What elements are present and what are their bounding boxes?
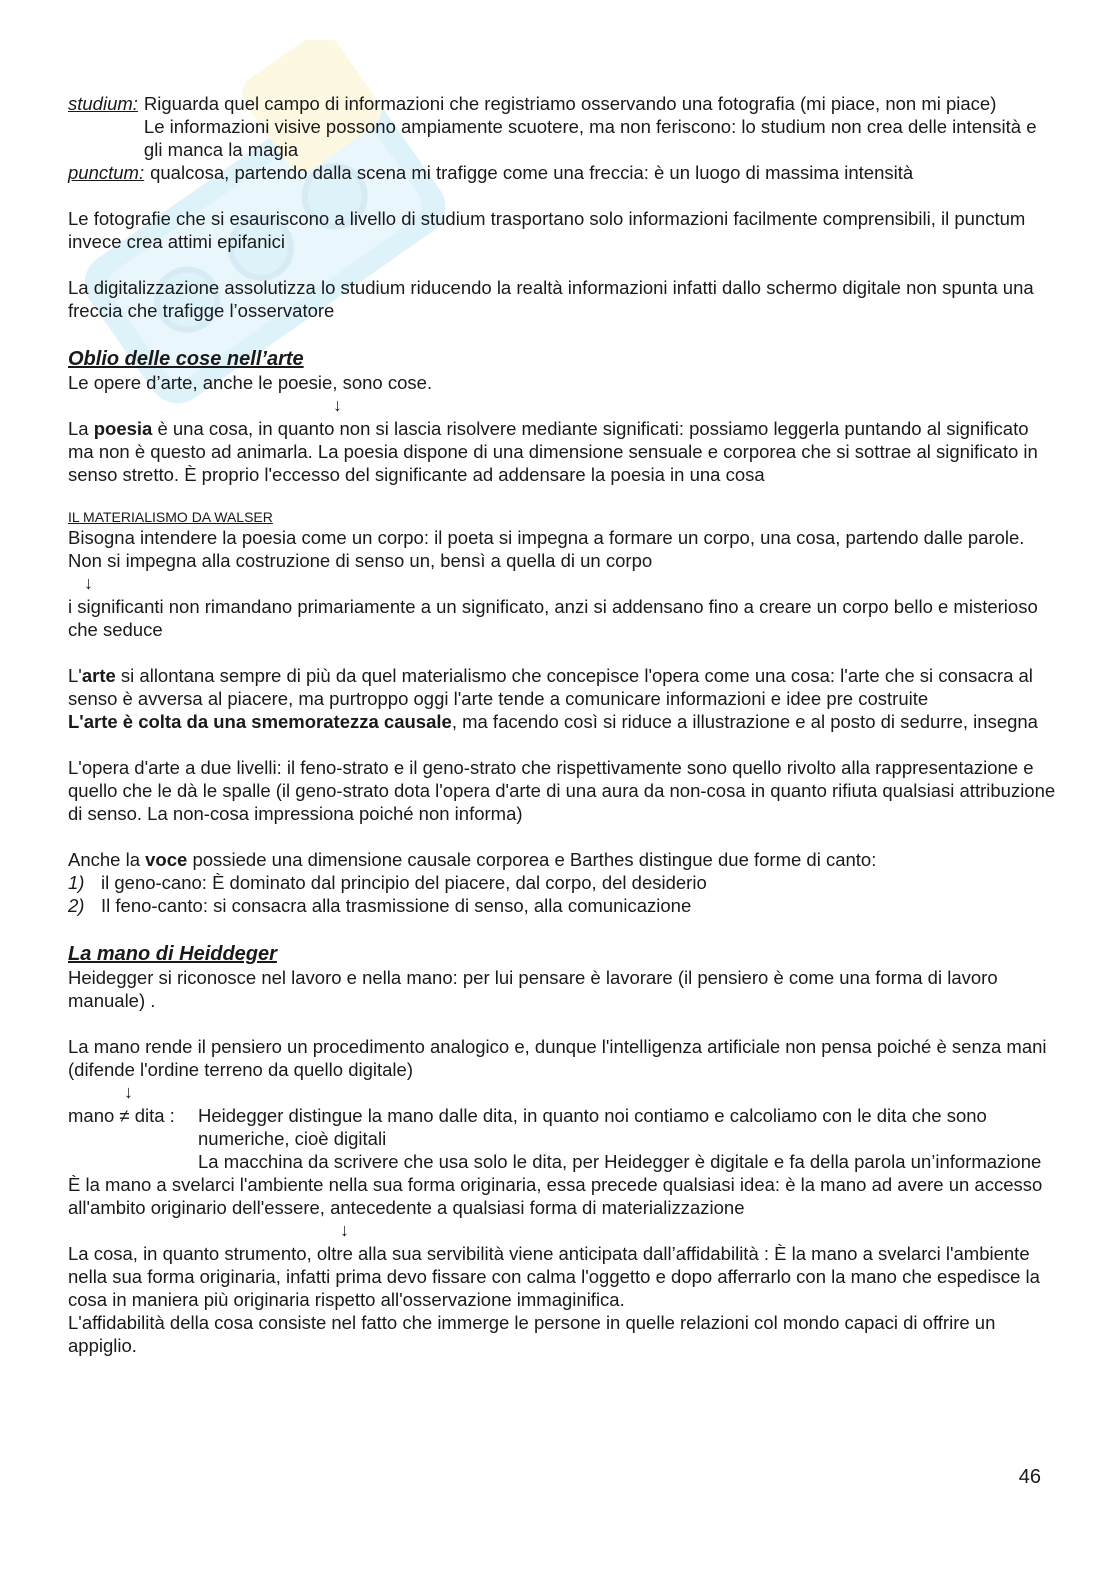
- paragraph-poesia: La poesia è una cosa, in quanto non si lascia risolvere mediante significati: possiamo leggerla puntando al significato ma non è questo ad animarla. La poesia dispone di una dimensione sensuale e corporea che si sottrae al significato in senso stretto. È proprio l'eccesso del significante ad addensare la poesia in una cosa: [68, 418, 1038, 485]
- list-item: 1) il geno-cano: È dominato dal principio del piacere, dal corpo, del desiderio: [68, 872, 707, 893]
- paragraph-arte: L'arte si allontana sempre di più da quel materialismo che concepisce l'opera come una cosa: l'arte che si consacra al senso è avversa al piacere, ma purtroppo oggi l'arte tende a comunicare informazioni e idee pre costruite: [68, 665, 1033, 709]
- studium-line1: Riguarda quel campo di informazioni che registriamo osservando una fotografia (mi piace, non mi piace): [143, 93, 997, 114]
- paragraph-opera: L'opera d'arte a due livelli: il feno-strato e il geno-strato che rispettivamente sono quello rivolto alla rappresentazione e quello che le dà le spalle (il geno-strato dota l'opera d'arte di una aura da non-cosa in quanto rifiuta qualsiasi attribuzione di senso. La non-cosa impressiona poiché non informa): [68, 757, 1056, 824]
- mano-text1: Heidegger distingue la mano dalle dita, in quanto noi contiamo e calcoliamo con le dita che sono numeriche, cioè digitali: [198, 1105, 987, 1149]
- punctum-text: qualcosa, partendo dalla scena mi trafigge come una freccia: è un luogo di massima intensità: [150, 162, 914, 183]
- studium-line2: Le informazioni visive possono ampiamente scuotere, ma non feriscono: lo studium non crea delle intensità e gli manca la magia: [143, 116, 1037, 160]
- paragraph-voce: Anche la voce possiede una dimensione causale corporea e Barthes distingue due forme di canto:: [68, 849, 877, 870]
- mano-dita-label: mano ≠ dita :: [68, 1105, 175, 1126]
- down-arrow-icon: ↓: [333, 395, 342, 415]
- list-item: 2) Il feno-canto: si consacra alla trasmissione di senso, alla comunicazione: [68, 895, 692, 916]
- page-number: 46: [1018, 1466, 1041, 1488]
- heading-walser: IL MATERIALISMO DA WALSER: [68, 509, 273, 525]
- punctum-definition: [68, 161, 1058, 184]
- heidegger-p5: L'affidabilità della cosa consiste nel fatto che immerge le persone in quelle relazioni col mondo capaci di offrire un appiglio.: [68, 1312, 996, 1356]
- poesia-bold: poesia: [93, 418, 153, 439]
- studium-definition: [68, 92, 1058, 161]
- heidegger-p2: La mano rende il pensiero un procedimento analogico e, dunque l'intelligenza artificiale non pensa poiché è senza mani (difende l'ordine terreno da quello digitale): [68, 1036, 1047, 1080]
- walser-text2: i significanti non rimandano primariamente a un significato, anzi si addensano fino a creare un corpo bello e misterioso che seduce: [68, 596, 1038, 640]
- down-arrow-icon: ↓: [84, 573, 93, 593]
- heading-heidegger: La mano di Heiddeger: [68, 943, 277, 965]
- down-arrow-icon: ↓: [124, 1082, 133, 1102]
- arte-smemoratezza-bold: L'arte è colta da una smemoratezza causale: [68, 711, 452, 732]
- voce-bold: voce: [145, 849, 188, 870]
- document-page: [68, 92, 1058, 1357]
- down-arrow-icon: ↓: [340, 1220, 349, 1240]
- walser-text1: Bisogna intendere la poesia come un corpo: il poeta si impegna a formare un corpo, una cosa, partendo dalle parole. Non si impegna alla costruzione di senso un, bensì a quella di un corpo: [68, 527, 1025, 571]
- mano-dita-definition: [68, 1104, 1058, 1173]
- heidegger-p3: È la mano a svelarci l'ambiente nella sua forma originaria, essa precede qualsiasi idea: è la mano ad avere un accesso all'ambito originario dell'essere, antecedente a qualsiasi forma di materializzazione: [68, 1174, 1043, 1218]
- paragraph-digitalizzazione: La digitalizzazione assolutizza lo studium riducendo la realtà informazioni infatti dallo schermo digitale non spunta una freccia che trafigge l’osservatore: [68, 277, 1034, 321]
- mano-text2: La macchina da scrivere che usa solo le dita, per Heidegger è digitale e fa della parola un’informazione: [198, 1151, 1042, 1172]
- studium-term: studium:: [68, 93, 138, 114]
- paragraph-fotografie: Le fotografie che si esauriscono a livello di studium trasportano solo informazioni facilmente comprensibili, il punctum invece crea attimi epifanici: [68, 208, 1026, 252]
- oblio-line1: Le opere d’arte, anche le poesie, sono cose.: [68, 372, 433, 393]
- heading-oblio: Oblio delle cose nell’arte: [68, 348, 304, 370]
- arte-bold: arte: [81, 665, 116, 686]
- heidegger-p4: La cosa, in quanto strumento, oltre alla sua servibilità viene anticipata dall’affidabilità : È la mano a svelarci l'ambiente nella sua forma originaria, infatti prima devo fissare con calma l'oggetto e dopo afferrarlo con la mano che espedisce la cosa in maniera più originaria rispetto all'osservazione immaginifica.: [68, 1243, 1040, 1310]
- punctum-term: punctum:: [68, 162, 145, 183]
- heidegger-p1: Heidegger si riconosce nel lavoro e nella mano: per lui pensare è lavorare (il pensiero è come una forma di lavoro manuale) .: [68, 967, 998, 1011]
- paragraph-arte-smemoratezza: L'arte è colta da una smemoratezza causale, ma facendo così si riduce a illustrazione e al posto di sedurre, insegna: [68, 711, 1038, 732]
